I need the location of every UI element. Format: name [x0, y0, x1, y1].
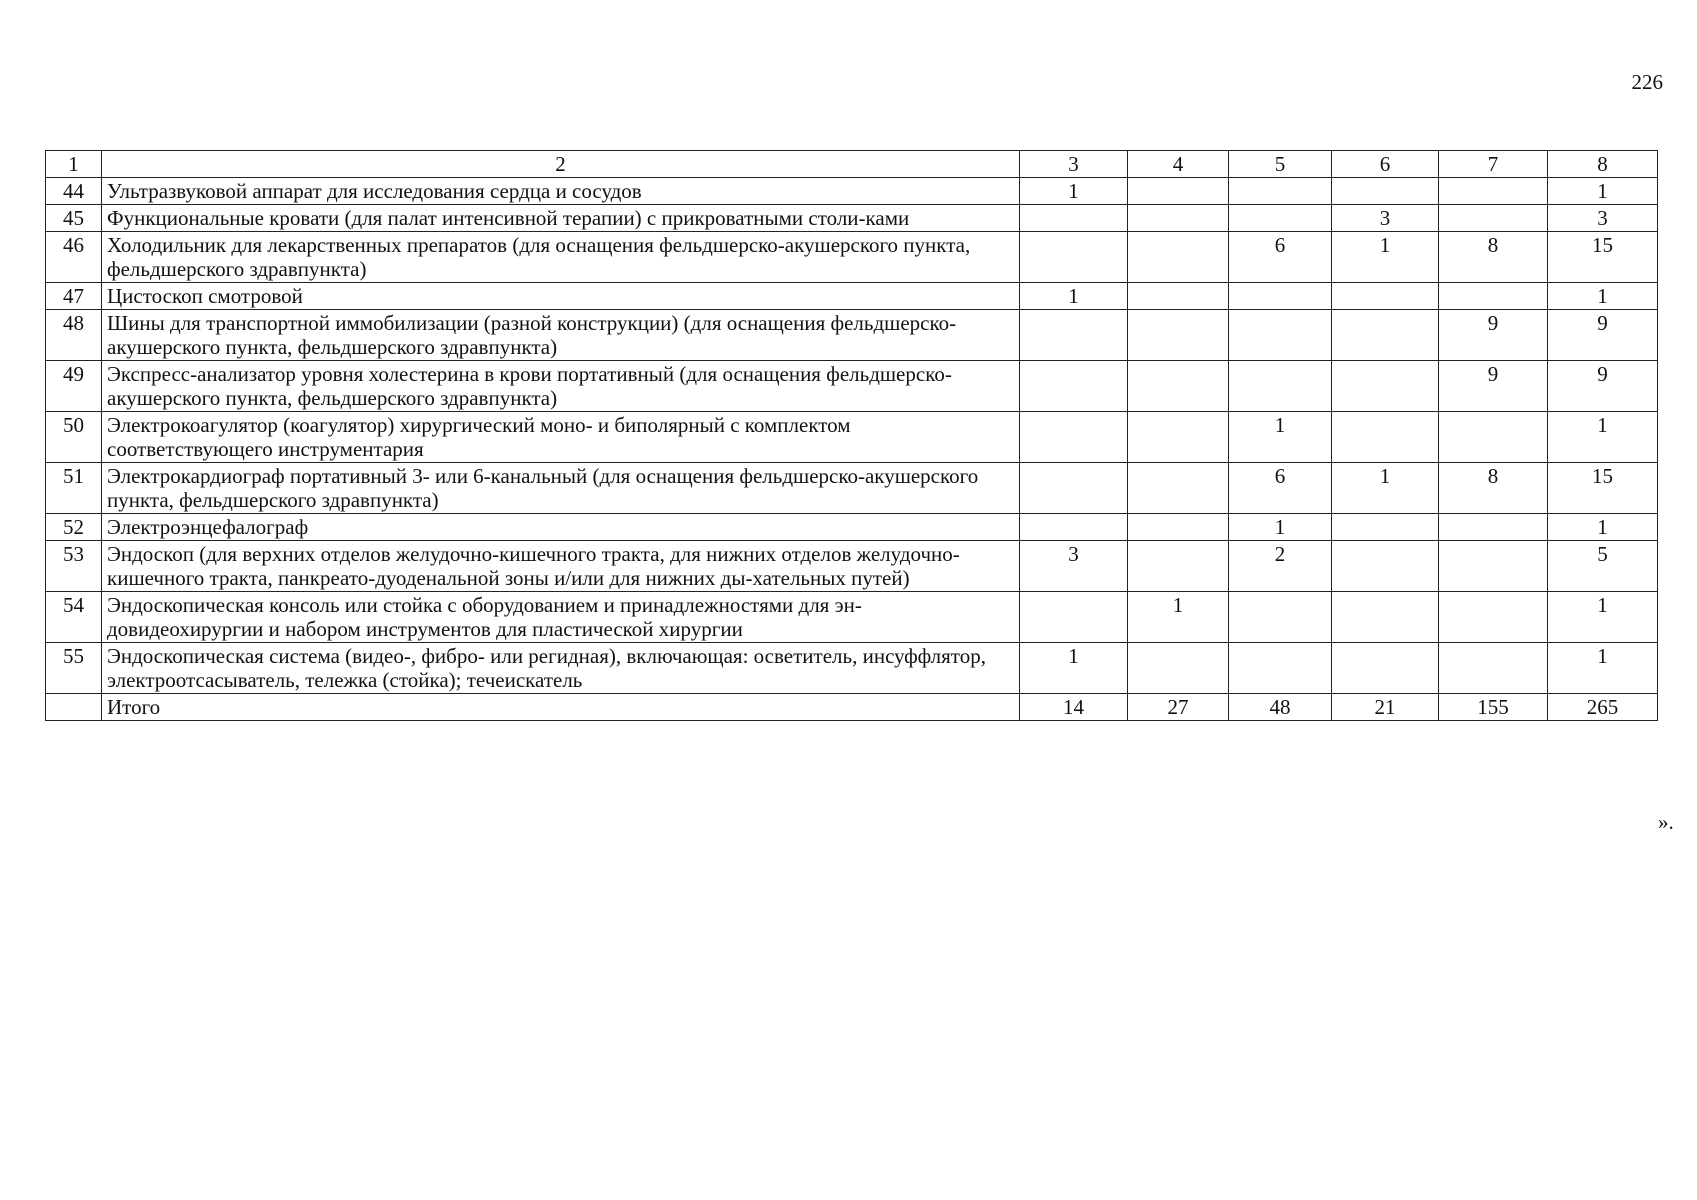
table-row [46, 412, 1658, 463]
table-header-row [46, 151, 1658, 178]
column-8-total-cell: 5 [1548, 541, 1658, 592]
equipment-name-cell: Эндоскопическая система (видео-, фибро- или регидная), включающая: осветитель, инсуффлятор, электроотсасыватель, тележка (стойка); течеискатель [102, 643, 1020, 694]
equipment-name-cell: Эндоскопическая консоль или стойка с оборудованием и принадлежностями для эн-довидеохирургии и набором инструментов для пластической хирургии [102, 592, 1020, 643]
row-number-cell: 45 [46, 205, 102, 232]
page-number: 226 [1631, 70, 1663, 94]
column-3-cell [1020, 514, 1128, 541]
column-6-cell: 1 [1332, 463, 1439, 514]
column-7-cell [1439, 541, 1548, 592]
column-7-cell: 155 [1439, 694, 1548, 721]
table-row [46, 205, 1658, 232]
column-8-total-cell: 1 [1548, 514, 1658, 541]
column-6-cell [1332, 310, 1439, 361]
column-4-cell [1128, 205, 1229, 232]
column-4-cell [1128, 541, 1229, 592]
equipment-name-cell: Электрокоагулятор (коагулятор) хирургический моно- и биполярный с комплектом соответствующего инструментария [102, 412, 1020, 463]
table-row [46, 178, 1658, 205]
header-cell: 2 [102, 151, 1020, 178]
column-8-total-cell: 9 [1548, 361, 1658, 412]
column-5-cell: 48 [1229, 694, 1332, 721]
column-5-cell [1229, 283, 1332, 310]
row-number-cell: 54 [46, 592, 102, 643]
header-cell: 4 [1128, 151, 1229, 178]
table-row [46, 310, 1658, 361]
table-row [46, 514, 1658, 541]
equipment-name-cell: Функциональные кровати (для палат интенсивной терапии) с прикроватными столи-ками [102, 205, 1020, 232]
table-row [46, 643, 1658, 694]
table-row [46, 283, 1658, 310]
column-5-cell [1229, 643, 1332, 694]
column-7-cell [1439, 643, 1548, 694]
column-4-cell [1128, 178, 1229, 205]
row-number-cell: 51 [46, 463, 102, 514]
column-8-total-cell: 1 [1548, 283, 1658, 310]
column-4-cell: 27 [1128, 694, 1229, 721]
column-7-cell [1439, 412, 1548, 463]
header-cell: 8 [1548, 151, 1658, 178]
column-6-cell [1332, 412, 1439, 463]
column-7-cell: 8 [1439, 463, 1548, 514]
column-6-cell [1332, 592, 1439, 643]
equipment-name-cell: Цистоскоп смотровой [102, 283, 1020, 310]
equipment-table [45, 150, 1658, 721]
column-8-total-cell: 1 [1548, 412, 1658, 463]
row-number-cell: 53 [46, 541, 102, 592]
equipment-name-cell: Ультразвуковой аппарат для исследования сердца и сосудов [102, 178, 1020, 205]
column-5-cell: 1 [1229, 514, 1332, 541]
column-8-total-cell: 9 [1548, 310, 1658, 361]
table-row [46, 232, 1658, 283]
column-3-cell [1020, 361, 1128, 412]
column-4-cell: 1 [1128, 592, 1229, 643]
table-row [46, 541, 1658, 592]
column-4-cell [1128, 412, 1229, 463]
equipment-name-cell: Холодильник для лекарственных препаратов (для оснащения фельдшерско-акушерского пункта, фельдшерского здравпункта) [102, 232, 1020, 283]
header-cell: 3 [1020, 151, 1128, 178]
column-8-total-cell: 1 [1548, 178, 1658, 205]
table-body [46, 151, 1658, 721]
column-5-cell: 6 [1229, 463, 1332, 514]
column-3-cell [1020, 232, 1128, 283]
column-5-cell: 6 [1229, 232, 1332, 283]
column-3-cell: 1 [1020, 643, 1128, 694]
column-6-cell: 21 [1332, 694, 1439, 721]
column-8-total-cell: 15 [1548, 463, 1658, 514]
column-8-total-cell: 265 [1548, 694, 1658, 721]
row-number-cell: 48 [46, 310, 102, 361]
header-cell: 6 [1332, 151, 1439, 178]
equipment-name-cell: Шины для транспортной иммобилизации (разной конструкции) (для оснащения фельдшерско-акушерского пункта, фельдшерского здравпункта) [102, 310, 1020, 361]
column-6-cell [1332, 361, 1439, 412]
column-4-cell [1128, 643, 1229, 694]
header-cell: 5 [1229, 151, 1332, 178]
column-3-cell [1020, 592, 1128, 643]
column-3-cell [1020, 205, 1128, 232]
column-7-cell [1439, 514, 1548, 541]
column-6-cell: 3 [1332, 205, 1439, 232]
column-6-cell [1332, 541, 1439, 592]
column-3-cell: 1 [1020, 283, 1128, 310]
column-5-cell: 1 [1229, 412, 1332, 463]
table-row [46, 463, 1658, 514]
row-number-cell: 52 [46, 514, 102, 541]
column-6-cell [1332, 643, 1439, 694]
column-7-cell [1439, 592, 1548, 643]
row-number-cell: 55 [46, 643, 102, 694]
column-3-cell: 1 [1020, 178, 1128, 205]
column-7-cell [1439, 178, 1548, 205]
column-5-cell [1229, 361, 1332, 412]
equipment-name-cell: Экспресс-анализатор уровня холестерина в крови портативный (для оснащения фельдшерско-акушерского пункта, фельдшерского здравпункта) [102, 361, 1020, 412]
column-5-cell: 2 [1229, 541, 1332, 592]
column-7-cell: 9 [1439, 310, 1548, 361]
column-5-cell [1229, 310, 1332, 361]
column-5-cell [1229, 178, 1332, 205]
row-number-cell: 49 [46, 361, 102, 412]
column-7-cell: 9 [1439, 361, 1548, 412]
column-5-cell [1229, 592, 1332, 643]
column-6-cell [1332, 283, 1439, 310]
row-number-cell [46, 694, 102, 721]
header-cell: 7 [1439, 151, 1548, 178]
row-number-cell: 50 [46, 412, 102, 463]
column-7-cell: 8 [1439, 232, 1548, 283]
column-3-cell: 14 [1020, 694, 1128, 721]
column-3-cell: 3 [1020, 541, 1128, 592]
column-6-cell: 1 [1332, 232, 1439, 283]
row-number-cell: 44 [46, 178, 102, 205]
column-4-cell [1128, 310, 1229, 361]
column-3-cell [1020, 463, 1128, 514]
column-4-cell [1128, 232, 1229, 283]
row-number-cell: 46 [46, 232, 102, 283]
column-8-total-cell: 1 [1548, 592, 1658, 643]
column-3-cell [1020, 412, 1128, 463]
column-5-cell [1229, 205, 1332, 232]
table-row [46, 361, 1658, 412]
column-6-cell [1332, 514, 1439, 541]
equipment-name-cell: Итого [102, 694, 1020, 721]
column-3-cell [1020, 310, 1128, 361]
column-4-cell [1128, 283, 1229, 310]
column-4-cell [1128, 361, 1229, 412]
column-8-total-cell: 3 [1548, 205, 1658, 232]
equipment-name-cell: Эндоскоп (для верхних отделов желудочно-кишечного тракта, для нижних отделов желудочно-кишечного тракта, панкреато-дуоденальной зоны и/или для нижних ды-хательных путей) [102, 541, 1020, 592]
column-6-cell [1332, 178, 1439, 205]
total-row [46, 694, 1658, 721]
table-row [46, 592, 1658, 643]
column-8-total-cell: 15 [1548, 232, 1658, 283]
column-4-cell [1128, 514, 1229, 541]
equipment-name-cell: Электроэнцефалограф [102, 514, 1020, 541]
column-4-cell [1128, 463, 1229, 514]
closing-quote-mark: ». [1658, 810, 1674, 834]
equipment-name-cell: Электрокардиограф портативный 3- или 6-канальный (для оснащения фельдшерско-акушерского пункта, фельдшерского здравпункта) [102, 463, 1020, 514]
row-number-cell: 47 [46, 283, 102, 310]
column-7-cell [1439, 283, 1548, 310]
column-8-total-cell: 1 [1548, 643, 1658, 694]
header-cell: 1 [46, 151, 102, 178]
column-7-cell [1439, 205, 1548, 232]
